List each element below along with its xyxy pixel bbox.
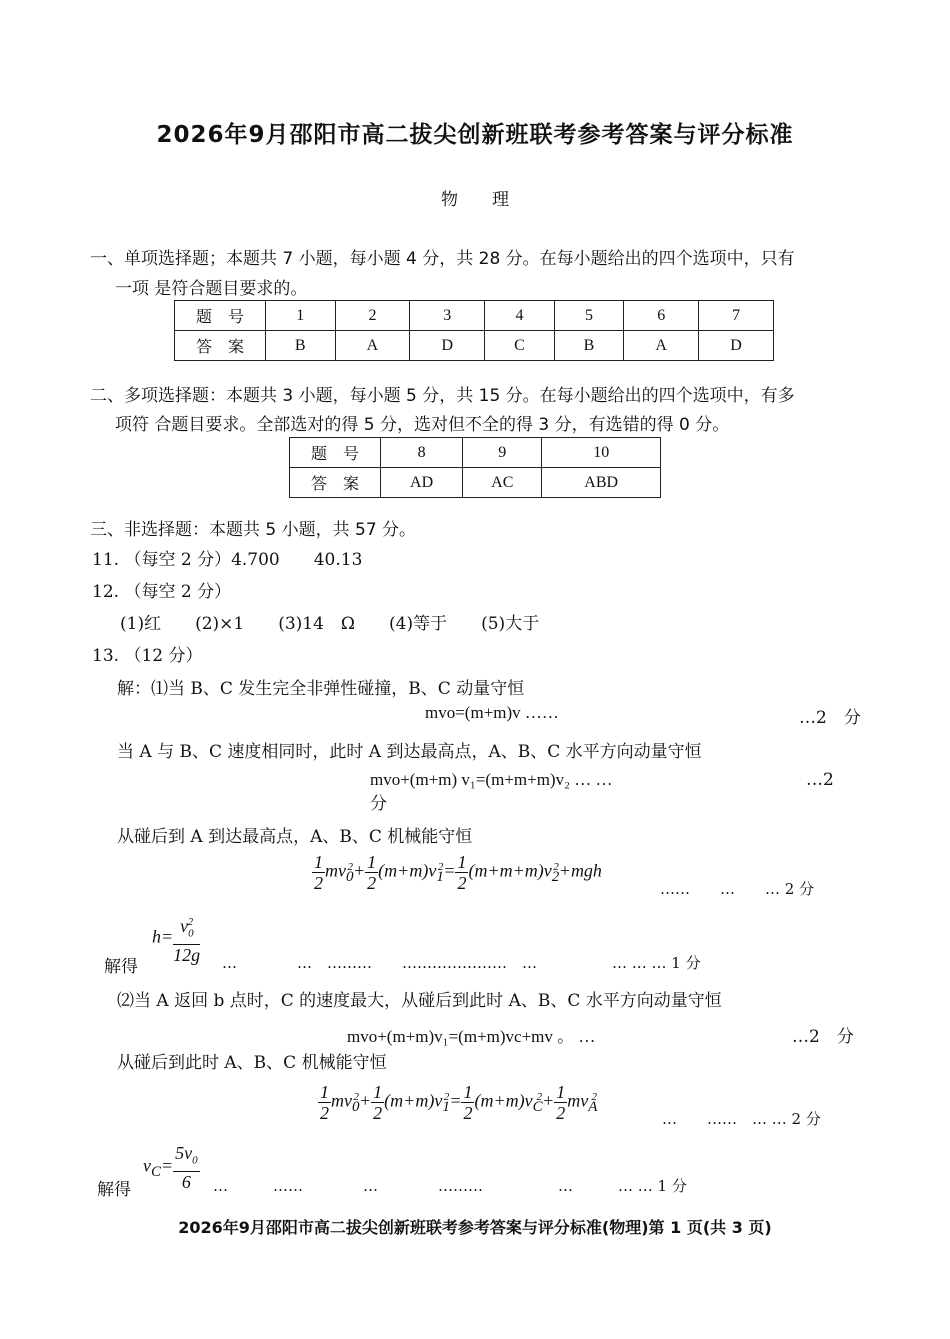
- table-cell: A: [624, 331, 699, 361]
- table-cell: D: [699, 331, 774, 361]
- table-cell: 8: [381, 438, 463, 468]
- q13-equation3-score: …… … … 2 分: [660, 880, 815, 898]
- section2-heading: 二、多项选择题：本题共 3 小题，每小题 5 分，共 15 分。在每小题给出的四个选项中，有多: [90, 386, 795, 406]
- table-header-cell: 答 案: [175, 331, 266, 361]
- q13-equation5-score: … …… … … 2 分: [662, 1110, 821, 1128]
- table-cell: AD: [381, 468, 463, 498]
- subject-label: 物 理: [441, 190, 509, 210]
- q13-equation1: mvo=(m+m)v ……: [425, 703, 559, 722]
- q13-line1: 解：⑴当 B、C 发生完全非弹性碰撞，B、C 动量守恒: [117, 679, 525, 699]
- q13-equation5: $\frac{1}{2}$ $mv_0^2+$ $\frac{1}{2}$ $(m+m)v_1^2=$ $\frac{1}{2}$ $(m+m)v_C^2+$ $\frac{1}{2}$ $mv_A^2$: [320, 1082, 598, 1123]
- q13-line3: 从碰后到 A 到达最高点，A、B、C 机械能守恒: [117, 827, 473, 847]
- fraction: $\frac{1}{2}$: [373, 1082, 383, 1123]
- fraction: $\frac{1}{2}$: [320, 1082, 329, 1123]
- fraction: $\frac{1}{2}$: [367, 852, 377, 893]
- table-cell: ABD: [542, 468, 661, 498]
- table-cell: 9: [463, 438, 542, 468]
- q13-equation2: mvo+(m+m) v₁=(m+m+m)v₂ … …: [370, 770, 613, 789]
- table-cell: B: [554, 331, 624, 361]
- q13-heading: 13. （12 分）: [92, 646, 203, 666]
- page-footer: 2026年9月邵阳市高二拔尖创新班联考参考答案与评分标准(物理)第 1 页(共 3 页): [178, 1218, 772, 1237]
- table-header-cell: 答 案: [290, 468, 381, 498]
- table-cell: B: [266, 331, 336, 361]
- table-cell: A: [335, 331, 410, 361]
- table-cell: 7: [699, 301, 774, 331]
- table-cell: AC: [463, 468, 542, 498]
- table-cell: 1: [266, 301, 336, 331]
- fraction: $\frac{1}{2}$: [463, 1082, 473, 1123]
- fraction: $\frac{1}{2}$: [556, 1082, 566, 1123]
- section1-heading: 一、单项选择题；本题共 7 小题，每小题 4 分，共 28 分。在每小题给出的四个选项中，只有: [90, 249, 795, 269]
- q13-equation2-score-unit: 分: [370, 794, 387, 814]
- q13-equation1-score: …2 分: [799, 708, 861, 728]
- page-title: 2026年9月邵阳市高二拔尖创新班联考参考答案与评分标准: [156, 122, 794, 148]
- section2-heading-cont: 项符 合题目要求。全部选对的得 5 分，选对但不全的得 3 分，有选错的得 0 分。: [115, 415, 730, 435]
- q13-equation4-score: …2 分: [792, 1027, 854, 1047]
- q13-line2: 当 A 与 B、C 速度相同时，此时 A 到达最高点，A、B、C 水平方向动量守恒: [117, 742, 702, 762]
- table-row: [290, 468, 661, 498]
- q13-equation3: $\frac{1}{2}$ $mv_0^2+$ $\frac{1}{2}$ $(m+m)v_1^2=$ $\frac{1}{2}$ $(m+m+m)v_2^2+mgh$: [314, 852, 602, 893]
- table-row: [175, 301, 774, 331]
- fraction: $\frac{1}{2}$: [314, 852, 323, 893]
- table-cell: 6: [624, 301, 699, 331]
- table-header-cell: 题 号: [290, 438, 381, 468]
- section1-answer-table: [174, 300, 774, 361]
- table-cell: 10: [542, 438, 661, 468]
- q13-line5: 从碰后到此时 A、B、C 机械能守恒: [117, 1053, 387, 1073]
- q13-line4: ⑵当 A 返回 b 点时，C 的速度最大，从碰后到此时 A、B、C 水平方向动量守恒: [117, 991, 722, 1011]
- table-cell: D: [410, 331, 485, 361]
- q13-result-h: h= $\frac{v_0^2}{12g}$: [152, 912, 200, 965]
- table-cell: C: [485, 331, 555, 361]
- table-cell: 4: [485, 301, 555, 331]
- table-row: [175, 331, 774, 361]
- table-header-cell: 题 号: [175, 301, 266, 331]
- q13-solve2-score: … …… … ……… … … … 1 分: [213, 1177, 687, 1195]
- fraction: $\frac{5v_0}{6}$: [175, 1143, 198, 1192]
- section2-answer-table: [289, 437, 661, 498]
- q13-result-vc: $v_C=$ $\frac{5v_0}{6}$: [143, 1143, 198, 1192]
- q13-solve-label: 解得: [104, 957, 138, 977]
- table-cell: 3: [410, 301, 485, 331]
- table-cell: 5: [554, 301, 624, 331]
- q12-heading: 12. （每空 2 分）: [92, 582, 232, 602]
- q13-solve-score: … … ……… ………………… … … … … 1 分: [222, 954, 701, 972]
- q11-answer: 11. （每空 2 分）4.700 40.13: [92, 550, 363, 570]
- table-cell: 2: [335, 301, 410, 331]
- q13-solve2-label: 解得: [97, 1180, 131, 1200]
- fraction: $\frac{1}{2}$: [457, 852, 467, 893]
- section1-heading-cont: 一项 是符合题目要求的。: [115, 279, 308, 299]
- table-row: [290, 438, 661, 468]
- q13-equation4: mvo+(m+m)v₁=(m+m)vc+mv 。 …: [347, 1027, 596, 1046]
- section3-heading: 三、非选择题：本题共 5 小题，共 57 分。: [90, 520, 417, 540]
- q12-answers: (1)红 (2)×1 (3)14 Ω (4)等于 (5)大于: [120, 614, 540, 634]
- fraction: $\frac{v_0^2}{12g}$: [173, 912, 200, 965]
- q13-equation2-score: …2: [806, 770, 834, 790]
